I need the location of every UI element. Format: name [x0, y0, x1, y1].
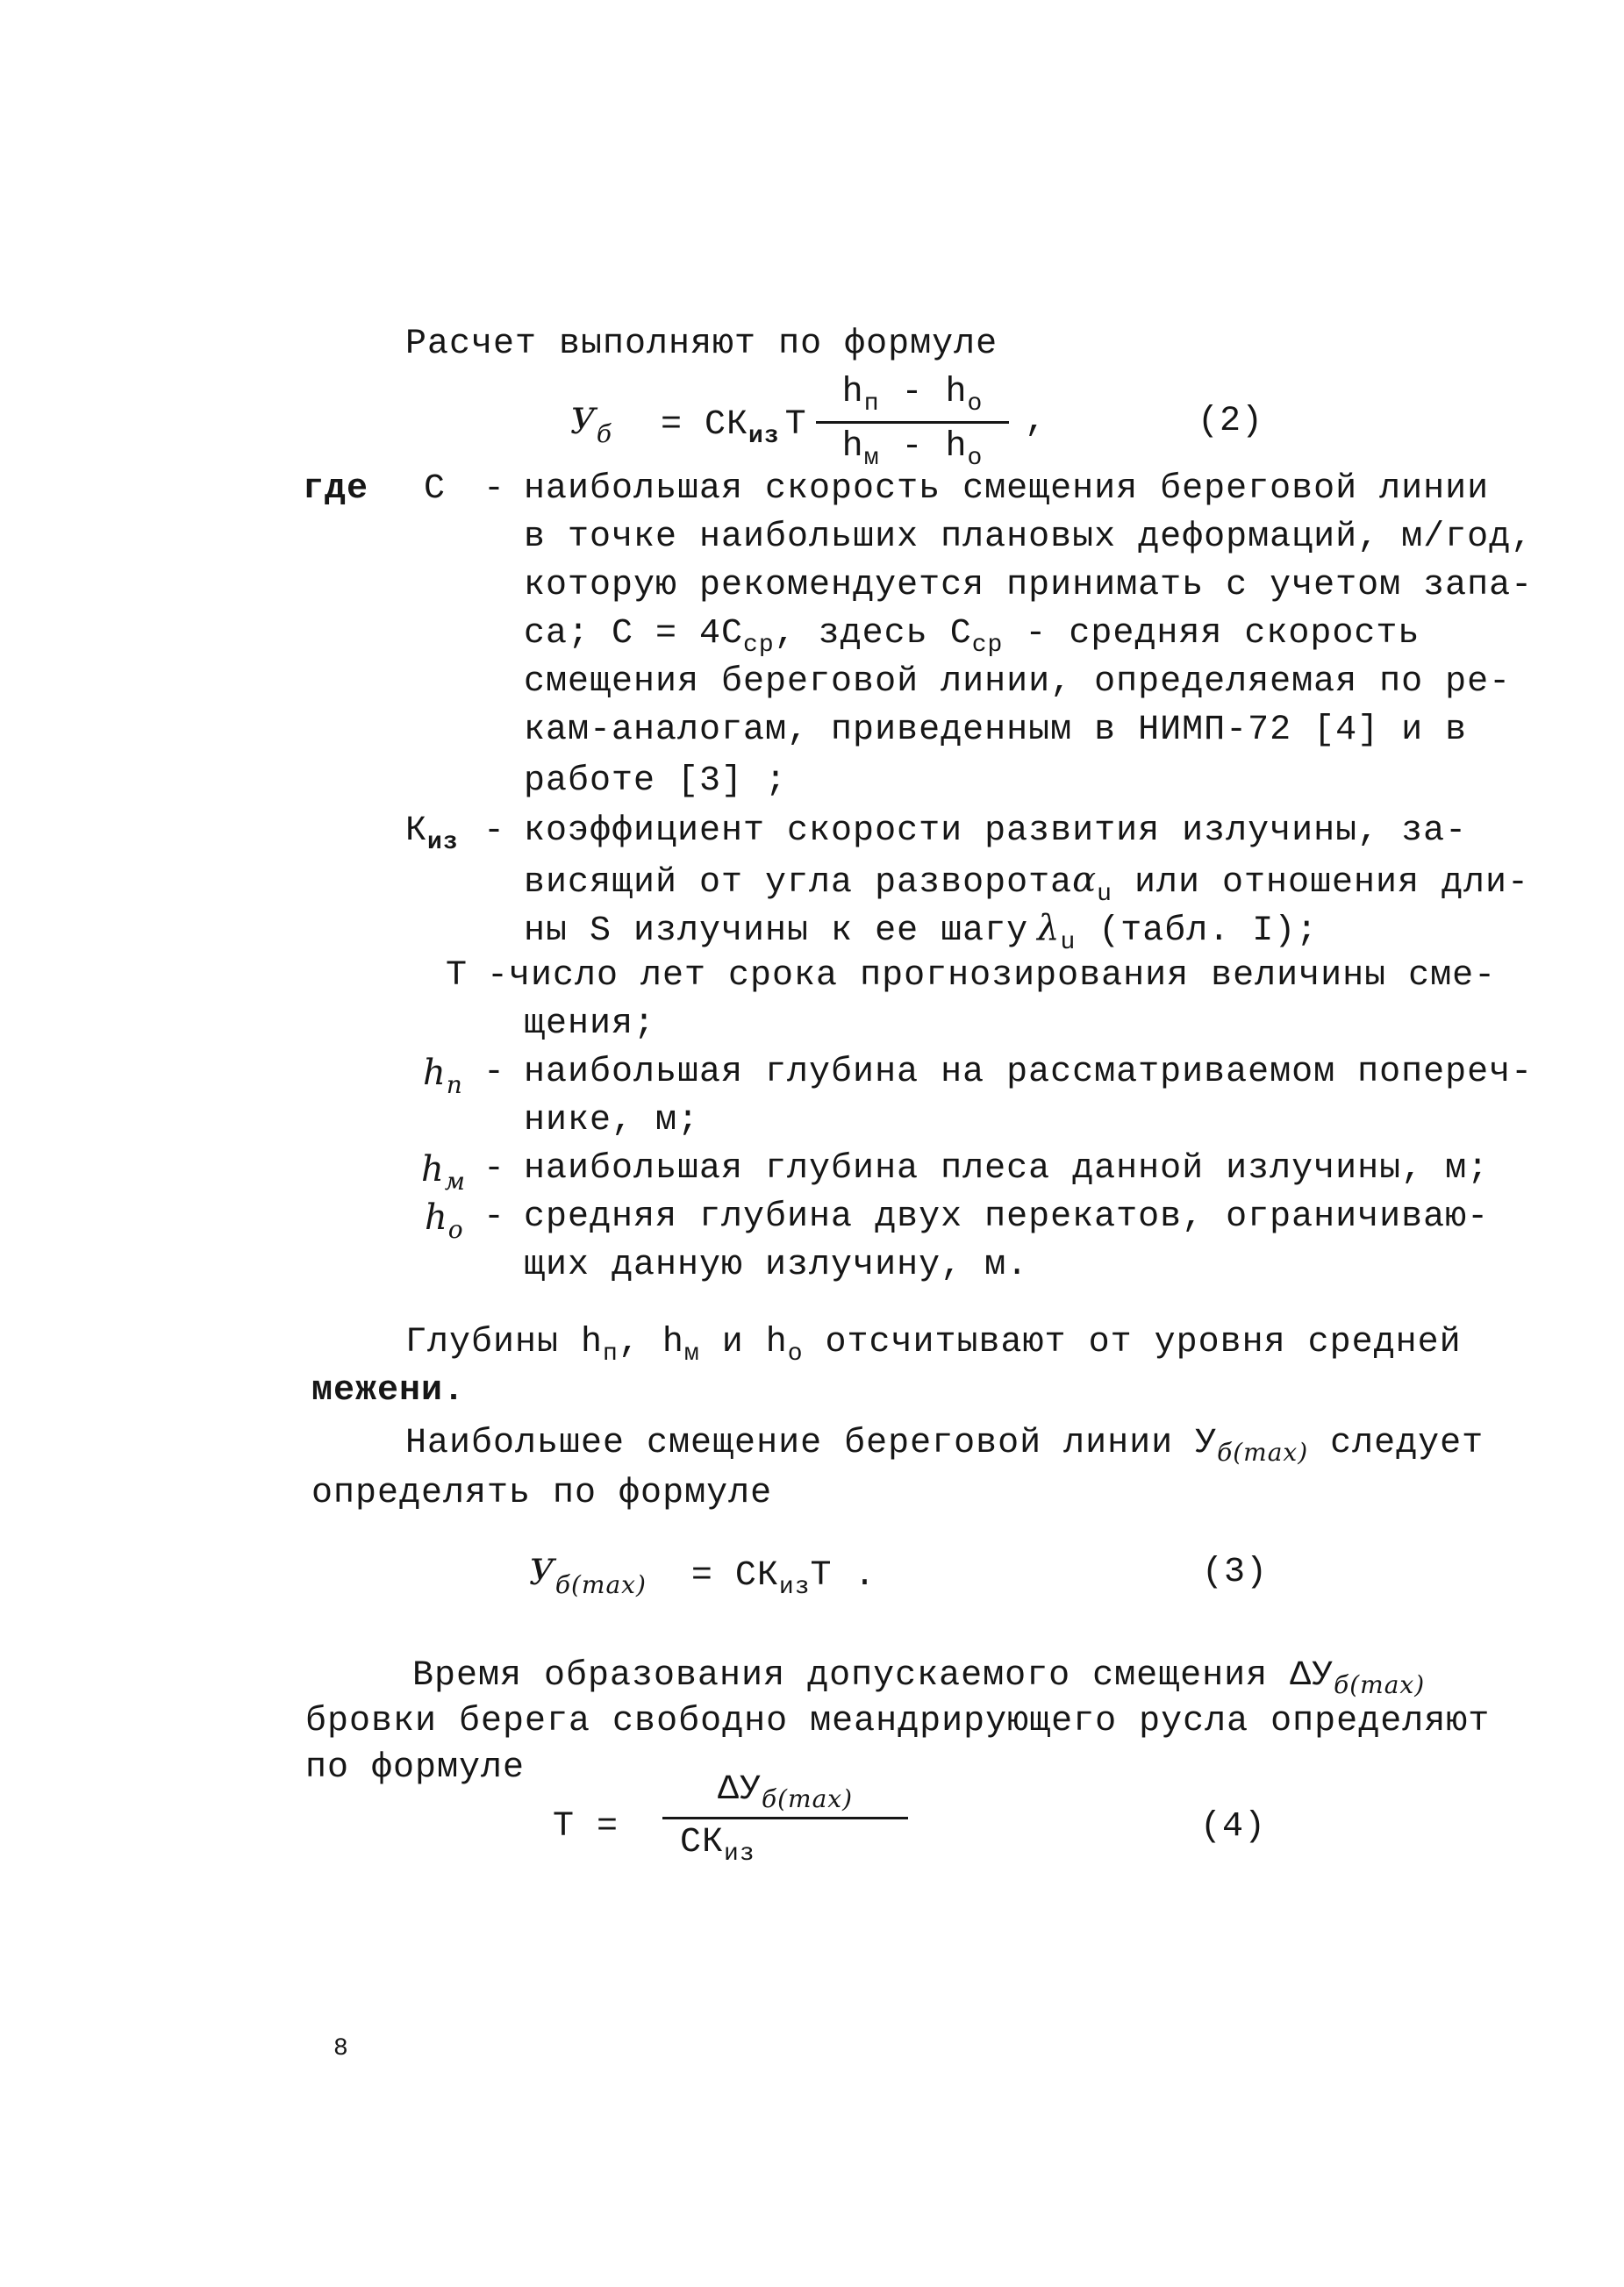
para-max-line-2: определять по формуле [311, 1474, 773, 1513]
formula-2-denominator: $h_м - h_о$ [841, 427, 984, 472]
def-symbol-t: Т [446, 956, 469, 996]
formula-2-numerator: $h_п - h_о$ [841, 373, 984, 418]
def-k-line-3: ны S излучины к ее шагу $\lambda_u$ (табл. I); [524, 908, 1319, 956]
def-hp-line-1: наибольшая глубина на рассматриваемом попереч- [524, 1053, 1534, 1092]
formula-2-tail: , [1025, 402, 1048, 441]
formula-2-k-sub: из [748, 423, 780, 450]
def-c-line-3: которую рекомендуется принимать с учетом запа- [524, 566, 1534, 605]
formula-4-lhs: Т = [553, 1807, 619, 1847]
def-symbol-ho: $h_о$ [425, 1197, 464, 1244]
para-time-line-1: Время образования допускаемого смещения $\Delta У_{б(max)}$ [412, 1656, 1426, 1699]
def-c-line-2: в точке наибольших плановых деформаций, м/год, [524, 518, 1534, 557]
def-k-line-2: висящий от угла разворотаα$_u$ или отношения дли- [524, 860, 1530, 908]
para-time-line-2: бровки берега свободно меандрирующего русла определяют [305, 1702, 1491, 1741]
def-hm-line-1: наибольшая глубина плеса данной излучины, м; [524, 1149, 1490, 1189]
para-max-line-1: Наибольшее смещение береговой линии $У_{б(max)}$ следует [405, 1424, 1484, 1467]
def-k-line-1: коэффициент скорости развития излучины, за- [524, 811, 1468, 851]
formula-2-t: Т [784, 405, 807, 445]
para-depths-line-1: Глубины $h_п$, $h_м$ и $h_о$ отсчитывают от уровня средней [405, 1323, 1462, 1368]
formula-2-eq: = СК [661, 405, 749, 445]
def-dash: - [483, 1197, 506, 1237]
def-dash: - [487, 956, 510, 996]
def-t-line-2: щения; [524, 1004, 656, 1044]
fraction-bar [662, 1817, 908, 1819]
para-time-line-3: по формуле [305, 1748, 526, 1788]
intro-text: Расчет выполняют по формуле [405, 325, 998, 364]
def-dash: - [483, 811, 506, 851]
formula-2-lhs-sub: б [596, 419, 612, 448]
def-hp-line-2: нике, м; [524, 1101, 700, 1140]
formula-2-lhs: У [570, 402, 597, 442]
formula-4-denominator: $СК_{из}$ [680, 1823, 755, 1868]
def-c-line-6: кам-аналогам, приведенным в НИМП-72 [4] и в [524, 711, 1468, 750]
def-ho-line-1: средняя глубина двух перекатов, ограничиваю- [524, 1197, 1490, 1237]
page-number: 8 [333, 2035, 349, 2062]
def-symbol-k: $К_{из}$ [405, 811, 459, 856]
def-t-line-1: число лет срока прогнозирования величины сме- [509, 956, 1497, 996]
para-depths-line-2: межени. [311, 1371, 466, 1411]
def-symbol-hm: $h_м$ [421, 1149, 466, 1196]
def-dash: - [483, 1053, 506, 1092]
def-symbol-hp: $h_п$ [423, 1053, 463, 1099]
formula-2 [570, 402, 807, 450]
def-ho-line-2: щих данную излучину, м. [524, 1246, 1029, 1285]
formula-4-numerator: $\Delta У_{б(max)}$ [718, 1770, 853, 1813]
fraction-bar [816, 421, 1009, 424]
formula-3-number: (3) [1202, 1553, 1269, 1592]
formula-3: $У_{б(max)} = СК_{из}Т$ . [529, 1553, 876, 1601]
def-dash: - [483, 1149, 506, 1189]
where-label: где [303, 469, 369, 509]
formula-4-fraction [662, 1770, 908, 1868]
def-c-line-7: работе [3] ; [524, 761, 788, 801]
formula-4-number: (4) [1200, 1807, 1267, 1847]
formula-2-number: (2) [1198, 402, 1264, 441]
formula-2-fraction [816, 373, 1009, 472]
def-c-line-5: смещения береговой линии, определяемая по ре- [524, 662, 1512, 702]
def-c-line-4: са; $С = 4С_{ср}$, здесь $С_{ср}$ - средняя скорость [524, 614, 1420, 659]
def-c-line-1: наибольшая скорость смещения береговой линии [524, 469, 1490, 509]
def-dash: - [483, 469, 506, 509]
def-symbol-c: С [424, 469, 447, 509]
